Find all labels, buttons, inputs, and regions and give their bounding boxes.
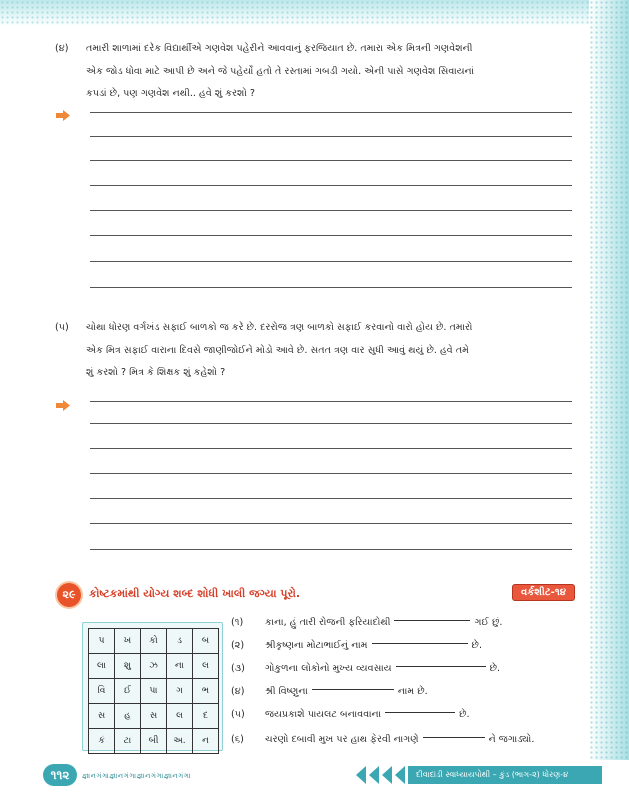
chevron-left-icon	[356, 766, 366, 784]
fill-item-before: શ્રીકૃષ્ણના મોટાભાઈનું નામ	[265, 640, 368, 651]
grid-cell: પા	[141, 679, 167, 704]
answer-line[interactable]	[90, 423, 572, 424]
answer-line[interactable]	[90, 401, 572, 402]
grid-row	[89, 729, 219, 754]
answer-line[interactable]	[90, 210, 572, 211]
fill-blank[interactable]	[312, 689, 394, 690]
fill-item-before: શ્રી વિષ્ણુના	[265, 686, 308, 697]
section-number-badge: ૨૯	[57, 583, 81, 607]
question-text	[86, 317, 577, 385]
fill-blank[interactable]	[423, 737, 485, 738]
grid-cell: લ	[193, 654, 219, 679]
question-4	[57, 38, 577, 106]
grid-cell: ઈ	[115, 679, 141, 704]
fill-item-before: જયપ્રકાશે પાયલટ બનાવવાના	[265, 709, 382, 720]
answer-line[interactable]	[90, 287, 572, 288]
question-line: શું કરશો ? મિત્ર કે શિક્ષક શું કહેશો ?	[86, 367, 226, 378]
grid-cell: ટા	[115, 729, 141, 754]
question-line: કપડાં છે, પણ ગણવેશ નથી.. હવે શું કરશો ?	[86, 88, 255, 99]
fill-item-4	[231, 682, 428, 702]
footer-book-title: દીવાદાંડી સ્વાધ્યાયપોથી – કુંડ (ભાગ-૨) ધોરણ-૪	[408, 766, 602, 784]
grid-cell: ના	[167, 654, 193, 679]
answer-line[interactable]	[90, 160, 572, 161]
fill-item-after: નામ છે.	[397, 686, 428, 697]
fill-item-before: કાના, હું તારી રોજની ફરિયાદોથી	[265, 617, 391, 628]
fill-item-before: ચરણો દબાવી મુખ પર હાથ ફેરવી નાગણે	[265, 734, 419, 745]
grid-cell: કં	[89, 729, 115, 754]
grid-cell: કો	[141, 629, 167, 654]
top-dot-pattern	[0, 0, 629, 26]
grid-cell: ન	[193, 729, 219, 754]
fill-item-after: ને જગાડ્યો.	[488, 734, 535, 745]
grid-cell: ખ	[115, 629, 141, 654]
fill-blank[interactable]	[396, 666, 486, 667]
grid-cell: ડ	[167, 629, 193, 654]
answer-line[interactable]	[90, 136, 572, 137]
grid-cell: ઝ	[141, 654, 167, 679]
fill-item-number: (૧)	[231, 617, 244, 628]
grid-cell: બી	[141, 729, 167, 754]
grid-cell: લ	[167, 704, 193, 729]
arrow-right-icon	[56, 400, 70, 411]
grid-cell: લા	[89, 654, 115, 679]
question-number: (૫)	[55, 322, 69, 333]
fill-item-number: (૪)	[231, 686, 245, 697]
answer-line[interactable]	[90, 185, 572, 186]
fill-item-after: છે.	[459, 709, 470, 720]
answer-line[interactable]	[90, 523, 572, 524]
fill-blank[interactable]	[385, 712, 455, 713]
fill-item-after: છે.	[471, 640, 482, 651]
section-heading	[57, 583, 577, 607]
grid-row	[89, 704, 219, 729]
fill-item-number: (૬)	[231, 734, 244, 745]
fill-item-number: (૩)	[231, 663, 245, 674]
grid-cell: અ.	[167, 729, 193, 754]
fill-item-1	[231, 613, 502, 633]
answer-line[interactable]	[90, 498, 572, 499]
fill-blank[interactable]	[394, 620, 470, 621]
answer-line[interactable]	[90, 112, 572, 113]
right-dot-pattern	[589, 0, 629, 809]
grid-cell: પ	[89, 629, 115, 654]
fill-item-3	[231, 659, 500, 679]
fill-item-6	[231, 730, 534, 750]
answer-line[interactable]	[90, 473, 572, 474]
fill-blank[interactable]	[372, 643, 468, 644]
question-line: એક મિત્ર સફાઈ વારાના દિવસે જાણીજોઈને મોડો આવે છે. સતત ત્રણ વાર સુધી આવું થયું છે. હવે તમે	[86, 344, 469, 356]
chevron-left-icon	[395, 766, 405, 784]
question-text	[86, 38, 577, 106]
fill-item-after: છે.	[489, 663, 501, 674]
footer-decor-text: જ્ઞાનગંગાજ્ઞાનગંગાજ્ઞાનગંગાજ્ઞાનગંગા	[82, 772, 192, 780]
question-line: તમારી શાળામાં દરેક વિદ્યાર્થીએ ગણવેશ પહેરીને આવવાનું ફરજિયાત છે. તમારા એક મિત્રની ગણવેશની	[86, 43, 473, 54]
answer-line[interactable]	[90, 448, 572, 449]
grid-row	[89, 654, 219, 679]
grid-cell: હ	[115, 704, 141, 729]
answer-line[interactable]	[90, 261, 572, 262]
grid-cell: ભ	[193, 679, 219, 704]
fill-item-2	[231, 636, 482, 656]
grid-cell: દ	[193, 704, 219, 729]
grid-cell: વિ	[89, 679, 115, 704]
grid-cell: શુ	[115, 654, 141, 679]
grid-cell: બ	[193, 629, 219, 654]
chevron-left-icon	[369, 766, 379, 784]
answer-line[interactable]	[90, 235, 572, 236]
fill-item-5	[231, 705, 470, 725]
page-number: ૧૧૨	[43, 764, 77, 786]
grid-row	[89, 679, 219, 704]
grid-row	[89, 629, 219, 654]
fill-item-number: (૫)	[231, 709, 245, 720]
answer-line[interactable]	[90, 549, 572, 550]
grid-cell: સ	[141, 704, 167, 729]
grid-cell: સ	[89, 704, 115, 729]
question-number: (૪)	[55, 43, 69, 54]
grid-cell: ગ	[167, 679, 193, 704]
section-title: કોષ્ટકમાંથી યોગ્ય શબ્દ શોધી ખાલી જગ્યા પૂરો.	[89, 587, 301, 600]
fill-item-number: (૨)	[231, 640, 245, 651]
arrow-right-icon	[56, 110, 70, 121]
question-line: ચોથા ધોરણ વર્ગખંડ સફાઈ બાળકો જ કરે છે. દરરોજ ત્રણ બાળકો સફાઈ કરવાનો વારો હોય છે. તમારો	[86, 322, 473, 333]
fill-item-before: ગોકુળના લોકોનો મુખ્ય વ્યવસાય	[265, 663, 392, 674]
fill-item-after: ગઈ છું.	[474, 617, 503, 628]
worksheet-badge: વર્કશીટ-૧૪	[512, 584, 575, 601]
word-grid	[88, 628, 219, 754]
chevron-left-icon	[382, 766, 392, 784]
question-5	[57, 317, 577, 385]
question-line: એક જોડ ધોવા માટે આપી છે અને જે પહેર્યો હતો તે રસ્તામાં ગબડી ગયો. એની પાસે ગણવેશ સિવાયનાં	[86, 65, 475, 77]
